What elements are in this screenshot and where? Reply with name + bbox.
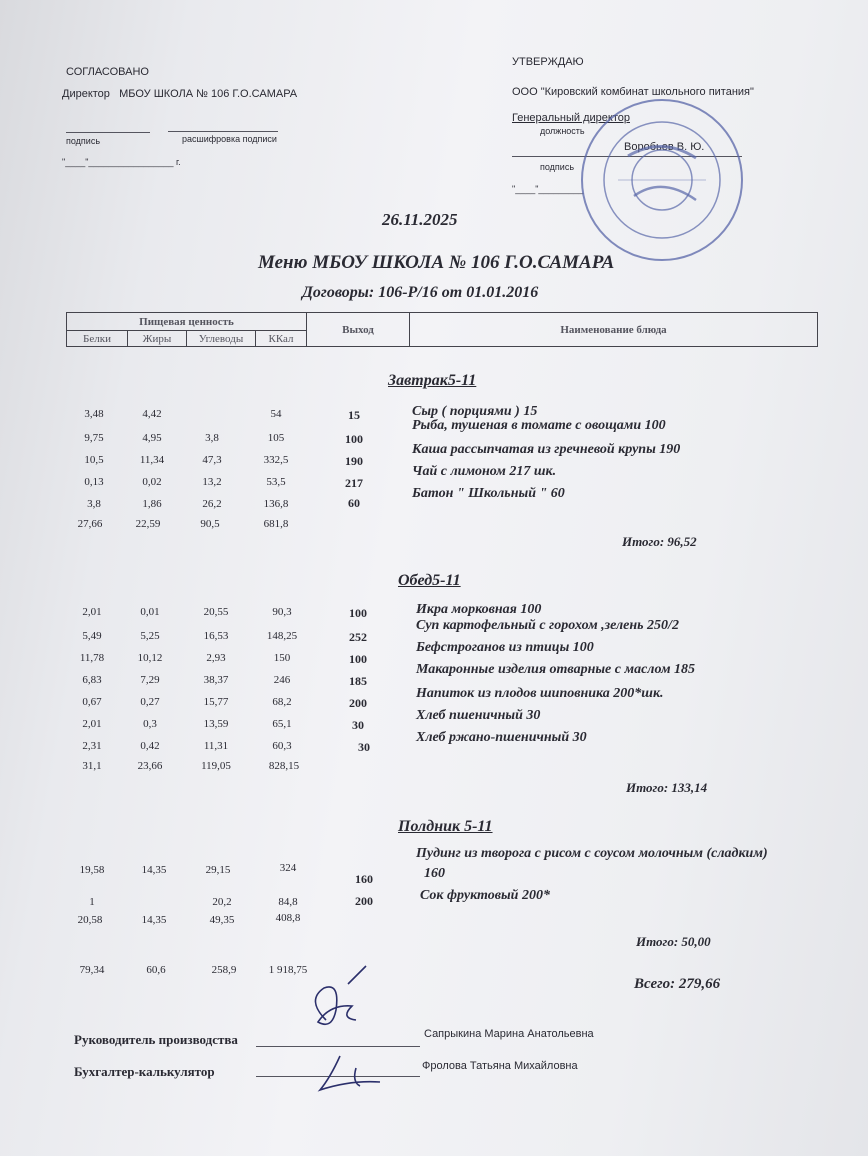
production-signature xyxy=(296,960,396,1050)
protein-cell: 5,49 xyxy=(82,630,102,642)
protein-cell: 2,31 xyxy=(82,740,102,752)
protein-cell: 2,01 xyxy=(82,606,102,618)
dish-name: Хлеб ржано-пшеничный 30 xyxy=(416,730,587,745)
dish-name: Напиток из плодов шиповника 200*шк. xyxy=(416,686,664,701)
carbs-sum: 119,05 xyxy=(201,760,231,772)
snack-title: Полдник 5-11 xyxy=(398,818,493,835)
carbs-cell: 13,59 xyxy=(203,718,229,730)
yield-cell: 200 xyxy=(355,894,373,908)
carbs-cell: 47,3 xyxy=(202,454,222,466)
kcal-cell: 68,2 xyxy=(272,696,292,708)
approval-left-organization: МБОУ ШКОЛА № 106 Г.О.САМАРА xyxy=(119,88,298,100)
carbs-cell: 11,31 xyxy=(203,740,229,752)
kcal-header: ККал xyxy=(256,331,307,347)
yield-cell: 190 xyxy=(345,454,363,468)
approval-left-line xyxy=(62,88,297,100)
fat-cell: 7,29 xyxy=(140,674,160,686)
dish-name: Сок фруктовый 200* xyxy=(420,888,550,903)
carbs-cell: 26,2 xyxy=(202,498,222,510)
kcal-cell: 324 xyxy=(279,862,297,874)
fat-cell: 5,25 xyxy=(140,630,160,642)
fat-grand: 60,6 xyxy=(146,964,166,976)
dish-name-continued: 160 xyxy=(424,866,445,881)
yield-header: Выход xyxy=(307,313,410,347)
production-label: Руководитель производства xyxy=(74,1032,238,1047)
approval-left-date: "____"_________________ г. xyxy=(62,157,181,167)
protein-cell: 1 xyxy=(89,896,95,908)
protein-cell: 2,01 xyxy=(82,718,102,730)
menu-title: Меню МБОУ ШКОЛА № 106 Г.О.САМАРА xyxy=(258,252,615,273)
protein-cell: 0,13 xyxy=(84,476,104,488)
dish-name: Рыба, тушеная в томате с овощами 100 xyxy=(412,418,666,433)
kcal-cell: 105 xyxy=(267,432,285,444)
dish-name-header: Наименование блюда xyxy=(410,313,818,347)
yield-cell: 160 xyxy=(355,872,373,886)
document-date: 26.11.2025 xyxy=(382,210,458,229)
kcal-cell: 150 xyxy=(273,652,291,664)
carbs-header: Углеводы xyxy=(187,331,256,347)
dish-name: Пудинг из творога с рисом с соусом молочным (сладким) xyxy=(416,846,768,861)
approval-right-name: Воробьев В. Ю. xyxy=(624,141,705,153)
lunch-title: Обед5-11 xyxy=(398,572,461,589)
dish-name: Сыр ( порциями ) 15 xyxy=(412,404,538,419)
lunch-total: Итого: 133,14 xyxy=(626,780,708,795)
approval-right-organization: ООО "Кировский комбинат школьного питания" xyxy=(512,86,754,98)
carbs-sum: 49,35 xyxy=(209,914,235,926)
kcal-cell: 53,5 xyxy=(266,476,286,488)
carbs-sum: 90,5 xyxy=(200,518,220,530)
kcal-cell: 332,5 xyxy=(263,454,289,466)
dish-name: Макаронные изделия отварные с маслом 185 xyxy=(416,662,696,677)
fat-cell: 1,86 xyxy=(142,498,162,510)
carbs-grand: 258,9 xyxy=(211,964,237,976)
accountant-label: Бухгалтер-калькулятор xyxy=(74,1064,215,1079)
approval-left-position: Директор xyxy=(62,88,110,100)
protein-cell: 6,83 xyxy=(82,674,102,686)
dish-name: Хлеб пшеничный 30 xyxy=(416,708,541,723)
contract-line: Договоры: 106-Р/16 от 01.01.2016 xyxy=(302,284,539,301)
approval-right-date: "____"_________ xyxy=(512,184,584,194)
protein-cell: 9,75 xyxy=(84,432,104,444)
fat-cell: 4,42 xyxy=(142,408,162,420)
carbs-cell: 16,53 xyxy=(203,630,229,642)
yield-cell: 217 xyxy=(345,476,363,490)
kcal-cell: 84,8 xyxy=(278,896,298,908)
snack-total: Итого: 50,00 xyxy=(636,934,711,949)
carbs-cell: 2,93 xyxy=(206,652,226,664)
signature-caption: подпись xyxy=(66,136,101,146)
protein-header: Белки xyxy=(67,331,128,347)
yield-cell: 200 xyxy=(349,696,367,710)
yield-cell: 100 xyxy=(345,432,363,446)
signature-line xyxy=(66,132,150,133)
grand-total: Всего: 279,66 xyxy=(634,976,721,992)
accountant-name: Фролова Татьяна Михайловна xyxy=(422,1060,578,1072)
fat-sum: 14,35 xyxy=(141,914,167,926)
nutrition-header: Пищевая ценность xyxy=(67,313,307,331)
decoding-line xyxy=(168,131,278,132)
fat-cell: 14,35 xyxy=(141,864,167,876)
protein-cell: 0,67 xyxy=(82,696,102,708)
yield-cell: 185 xyxy=(349,674,367,688)
kcal-cell: 246 xyxy=(273,674,291,686)
yield-cell: 100 xyxy=(349,606,367,620)
kcal-cell: 60,3 xyxy=(272,740,292,752)
fat-sum: 22,59 xyxy=(135,518,161,530)
carbs-cell: 13,2 xyxy=(202,476,222,488)
production-name: Сапрыкина Марина Анатольевна xyxy=(424,1028,594,1040)
fat-header: Жиры xyxy=(128,331,187,347)
carbs-cell: 20,2 xyxy=(212,896,232,908)
decoding-caption: расшифровка подписи xyxy=(182,134,277,144)
fat-cell: 0,27 xyxy=(140,696,160,708)
kcal-sum: 828,15 xyxy=(268,760,300,772)
kcal-sum: 408,8 xyxy=(275,912,301,924)
breakfast-total: Итого: 96,52 xyxy=(622,534,697,549)
fat-cell: 4,95 xyxy=(142,432,162,444)
carbs-cell: 20,55 xyxy=(203,606,229,618)
kcal-cell: 90,3 xyxy=(272,606,292,618)
fat-cell: 10,12 xyxy=(137,652,163,664)
accountant-signature xyxy=(300,1048,420,1098)
dish-name: Чай с лимоном 217 шк. xyxy=(412,464,557,479)
yield-cell: 30 xyxy=(352,718,364,732)
fat-cell: 0,42 xyxy=(140,740,160,752)
carbs-cell: 29,15 xyxy=(205,864,231,876)
protein-cell: 10,5 xyxy=(84,454,104,466)
dish-name: Бефстроганов из птицы 100 xyxy=(416,640,594,655)
protein-cell: 19,58 xyxy=(79,864,105,876)
yield-cell: 100 xyxy=(349,652,367,666)
kcal-cell: 65,1 xyxy=(272,718,292,730)
carbs-cell: 15,77 xyxy=(203,696,229,708)
protein-cell: 11,78 xyxy=(79,652,105,664)
yield-cell: 30 xyxy=(358,740,370,754)
kcal-cell: 54 xyxy=(270,408,282,420)
fat-cell: 0,3 xyxy=(143,718,157,730)
protein-sum: 27,66 xyxy=(77,518,103,530)
approval-right-position: Генеральный директор xyxy=(512,112,630,124)
menu-table-header xyxy=(66,312,818,347)
yield-cell: 15 xyxy=(348,408,360,422)
kcal-sum: 681,8 xyxy=(263,518,289,530)
dish-name: Батон " Школьный " 60 xyxy=(412,486,565,501)
dish-name: Каша рассыпчатая из гречневой крупы 190 xyxy=(412,442,681,457)
company-stamp xyxy=(578,96,746,264)
protein-sum: 20,58 xyxy=(77,914,103,926)
protein-grand: 79,34 xyxy=(79,964,105,976)
carbs-cell: 3,8 xyxy=(205,432,219,444)
protein-cell: 3,48 xyxy=(84,408,104,420)
dish-name: Суп картофельный с горохом ,зелень 250/2 xyxy=(416,618,679,633)
fat-cell: 0,01 xyxy=(140,606,160,618)
protein-sum: 31,1 xyxy=(82,760,102,772)
fat-sum: 23,66 xyxy=(137,760,163,772)
yield-cell: 60 xyxy=(348,496,360,510)
dish-name: Икра морковная 100 xyxy=(416,602,542,617)
kcal-cell: 148,25 xyxy=(266,630,298,642)
right-signature-caption: подпись xyxy=(540,162,575,172)
breakfast-title: Завтрак5-11 xyxy=(388,372,477,389)
yield-cell: 252 xyxy=(349,630,367,644)
approval-right-heading: УТВЕРЖДАЮ xyxy=(512,56,584,68)
kcal-cell: 136,8 xyxy=(263,498,289,510)
kcal-grand: 1 918,75 xyxy=(268,964,308,976)
position-caption: должность xyxy=(540,126,585,136)
approval-left-heading: СОГЛАСОВАНО xyxy=(66,66,149,78)
fat-cell: 0,02 xyxy=(142,476,162,488)
carbs-cell: 38,37 xyxy=(203,674,229,686)
protein-cell: 3,8 xyxy=(87,498,101,510)
fat-cell: 11,34 xyxy=(139,454,165,466)
